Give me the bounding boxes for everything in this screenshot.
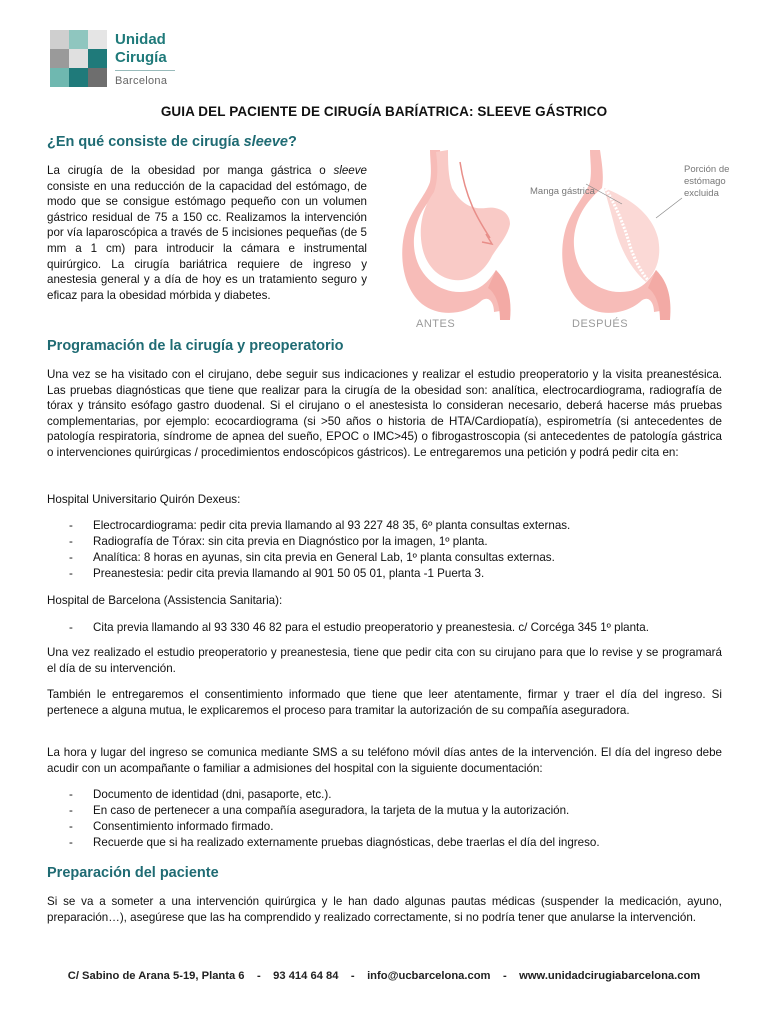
preparacion-description: Si se va a someter a una intervención quirúrgica y le han dado algunas pautas médicas (suspender la medicación, ayuno, preparación…), asegúrese que las ha comprendido y realizado correctamente, si no podría tener que anularse la intervención. xyxy=(47,895,722,924)
section-heading-preparacion: Preparación del paciente xyxy=(47,865,219,881)
unidad-cirugia-logo xyxy=(50,30,210,92)
hospital-barcelona-list xyxy=(47,620,727,636)
paragraph-consentimiento: También le entregaremos el consentimiento informado que tiene que leer atentamente, firmar y traer el día del ingreso. Si pertenece a alguna mutua, le explicaremos el proceso para tramitar la autorización de su compañía aseguradora. xyxy=(47,688,722,717)
logo-divider xyxy=(115,70,175,71)
list-item: - Analítica: 8 horas en ayunas, sin cita previa en General Lab, 1º planta consultas externas. xyxy=(47,550,727,566)
stomach-illustration xyxy=(400,142,730,342)
label-manga-gastrica: Manga gástrica xyxy=(530,186,595,197)
section-heading-sleeve: ¿En qué consiste de cirugía sleeve? xyxy=(47,134,297,150)
document-title: GUIA DEL PACIENTE DE CIRUGÍA BARÍATRICA: SLEEVE GÁSTRICO xyxy=(160,104,608,119)
caption-antes: ANTES xyxy=(416,318,456,330)
list-item: - Recuerde que si ha realizado externamente pruebas diagnósticas, debe traerlas el día del ingreso. xyxy=(47,835,727,851)
paragraph-cita-cirujano: Una vez realizado el estudio preoperatorio y preanestesia, tiene que pedir cita con su cirujano para que lo revise y se programará el día de su intervención. xyxy=(47,646,722,675)
label-porcion-excluida: Porción de estómago excluida xyxy=(684,164,730,199)
documentacion-list xyxy=(47,787,727,851)
caption-despues: DESPUÉS xyxy=(572,318,629,330)
section-heading-programacion: Programación de la cirugía y preoperatorio xyxy=(47,338,344,354)
footer-address: C/ Sabino de Arana 5-19, Planta 6 xyxy=(67,970,245,982)
list-item: - Documento de identidad (dni, pasaporte, etc.). xyxy=(47,787,727,803)
sleeve-description: La cirugía de la obesidad por manga gástrica o sleeve consiste en una reducción de la capacidad del estómago, de modo que se consigue estómago pequeño con un volumen gástrico residual de 75 a 150 cc. Realizamos la intervención por vía laparoscópica a través de 5 incisiones pequeñas (de 5 mm a 1 cm) para introducir la cámara e instrumental quirúrgico. La cirugía bariátrica requiere de ingreso y anestesia general y a día de hoy es un tratamiento seguro y eficaz para la obesidad mórbida y diabetes. xyxy=(47,164,367,302)
stomach-after-image xyxy=(562,150,670,320)
logo-mosaic-icon xyxy=(50,30,107,87)
logo-text-cirugia: Cirugía xyxy=(115,49,167,66)
logo-text-barcelona: Barcelona xyxy=(115,75,168,87)
logo-text-unidad: Unidad xyxy=(115,31,166,48)
footer-phone: 93 414 64 84 xyxy=(273,970,339,982)
footer-web-link[interactable]: www.unidadcirugiabarcelona.com xyxy=(519,970,701,982)
paragraph-ingreso: La hora y lugar del ingreso se comunica mediante SMS a su teléfono móvil días antes de la intervención. El día del ingreso debe acudir con un acompañante o familiar a admisiones del hospital con la siguiente documentación: xyxy=(47,746,722,775)
list-item: - Preanestesia: pedir cita previa llamando al 901 50 05 01, planta -1 Puerta 3. xyxy=(47,566,727,582)
list-item: - En caso de pertenecer a una compañía aseguradora, la tarjeta de la mutua y la autorización. xyxy=(47,803,727,819)
hospital-barcelona-title: Hospital de Barcelona (Assistencia Sanitaria): xyxy=(47,594,283,607)
list-item: - Electrocardiograma: pedir cita previa llamando al 93 227 48 35, 6º planta consultas externas. xyxy=(47,518,727,534)
preoperatorio-description: Una vez se ha visitado con el cirujano, debe seguir sus indicaciones y realizar el estudio preoperatorio y la visita preanestésica. Las pruebas diagnósticas que tiene que realizar para la cirugía de la obesidad son: analítica, electrocardiograma, radiografía de tórax y tránsito esófago gastro duodenal. Si el cirujano o el anestesista lo consideran necesario, deberá hacerse más pruebas complementarias, por ejemplo: ecocardiograma (si >50 años o historia de HTA/Cardiopatía), espirometría (si antecedentes de patología respiratoria, síndrome de apnea del sueño, EPOC o IMC>45) o fibrogastroscopia (si antecedentes de patología gástrica o intervenciones quirúrgicas / procedimientos endoscópicos gástricos). Le entregaremos una petición y podrá pedir cita en: xyxy=(47,368,722,459)
hospital-quiron-dexeus-title: Hospital Universitario Quirón Dexeus: xyxy=(47,493,241,506)
stomach-before-after-figure xyxy=(400,142,730,342)
list-item: - Radiografía de Tórax: sin cita previa en Diagnóstico por la imagen, 1º planta. xyxy=(47,534,727,550)
hospital-quiron-list xyxy=(47,518,727,582)
stomach-before-image xyxy=(402,150,510,320)
list-item: - Cita previa llamando al 93 330 46 82 para el estudio preoperatorio y preanestesia. c/ Corcéga 345 1º planta. xyxy=(47,620,727,636)
page-footer: C/ Sabino de Arana 5-19, Planta 6 - 93 414 64 84 - info@ucbarcelona.com - www.unidadcirugiabarcelona.com xyxy=(67,970,701,982)
list-item: - Consentimiento informado firmado. xyxy=(47,819,727,835)
footer-email-link[interactable]: info@ucbarcelona.com xyxy=(367,970,491,982)
